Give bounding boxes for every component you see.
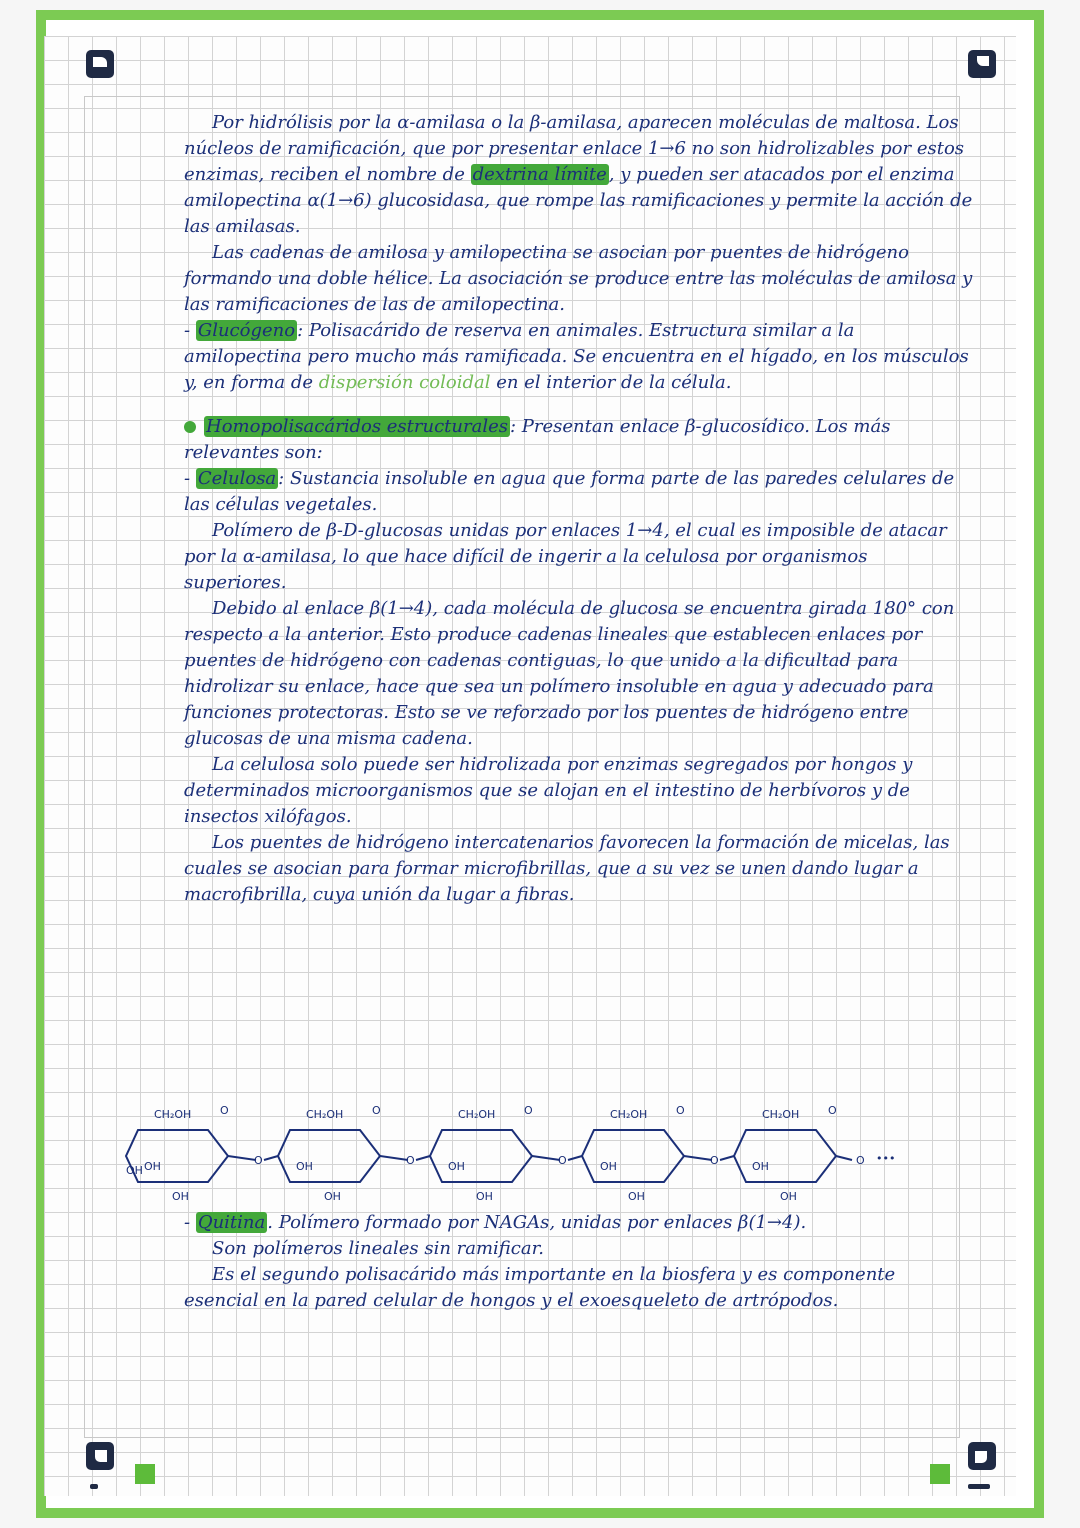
paragraph-double-helix: Las cadenas de amilosa y amilopectina se asocian por puentes de hidrógeno formando una doble hélice. La asociación se produce entre las moléculas de amilosa y las ramificaciones de las de amilopectina. [184,242,973,315]
oh-label: OH [600,1160,617,1173]
paragraph-hydrolysis: Por hidrólisis por la α-amilasa o la β-amilasa, aparecen moléculas de maltosa. Los núcleos de ramificación, que por presentar enlace 1→6 no son hidrolizables por estos enzimas, reciben el nombre de dextrina límite , y pueden ser atacados por el enzima amilopectina α(1→6) glucosidasa, que rompe las ramificaciones y permite la acción de las amilasas. [184,112,973,237]
bridge-oxygen-label: O [710,1154,719,1167]
corner-mark-bottom-right-icon [968,1442,996,1470]
glycosidic-bond [264,1156,278,1160]
bottom-right-dash [968,1484,990,1489]
ch2oh-label: CH₂OH [458,1108,496,1121]
bridge-oxygen-label: O [254,1154,263,1167]
ring-oxygen-label: O [220,1104,229,1117]
bottom-left-dash [90,1484,98,1489]
corner-mark-top-left-icon [86,50,114,78]
cellulose-chain-diagram [120,1100,960,1210]
glucose-ring [734,1130,836,1182]
ch2oh-label: CH₂OH [610,1108,648,1121]
quitina-section [184,1210,974,1314]
paragraph-celulosa-bond: Debido al enlace β(1→4), cada molécula de glucosa se encuentra girada 180° con respecto a la anterior. Esto produce cadenas lineales que establecen enlaces por puentes de hidrógeno con cadenas contiguas, lo que unido a la dificultad para hidrolizar su enlace, hace que sea un polímero insoluble en agua y adecuado para funciones protectoras. Esto se ve reforzado por los puentes de hidrógeno entre glucosas de una misma cadena. [184,598,955,749]
ring-oxygen-label: O [372,1104,381,1117]
ch2oh-label: CH₂OH [154,1108,192,1121]
highlight-quitina: Quitina [197,1212,266,1233]
ring-oxygen-label: O [828,1104,837,1117]
bridge-oxygen-label: O [856,1154,865,1167]
glucose-ring [582,1130,684,1182]
paragraph-celulosa: - Celulosa : Sustancia insoluble en agua que forma parte de las paredes celulares de las células vegetales. [184,468,955,515]
glycosidic-bond [228,1156,256,1160]
ring-oxygen-label: O [676,1104,685,1117]
oh-label: OH [476,1190,493,1203]
paragraph-quitina-importance: Es el segundo polisacárido más importante en la biosfera y es componente esencial en la pared celular de hongos y el exoesqueleto de artrópodos. [184,1264,896,1311]
ch2oh-label: CH₂OH [306,1108,344,1121]
chain-continuation-label: ••• [876,1152,896,1165]
glucose-ring [430,1130,532,1182]
oh-label: OH [628,1190,645,1203]
highlight-homopolisacaridos: Homopolisacáridos estructurales [206,416,508,437]
green-square-bottom-left [135,1464,155,1484]
glycosidic-bond [380,1156,408,1160]
highlight-dextrina-limite: dextrina límite [472,164,607,185]
glycosidic-bond [684,1156,712,1160]
glycosidic-bond [532,1156,560,1160]
ring-oxygen-label: O [524,1104,533,1117]
oh-label: OH [144,1160,161,1173]
bridge-oxygen-label: O [558,1154,567,1167]
paragraph-glucogeno: - Glucógeno : Polisacárido de reserva en animales. Estructura similar a la amilopectina pero mucho más ramificada. Se encuentra en el hígado, en los músculos y, en forma de dispersión coloidal en el interior de la célula. [184,320,969,393]
glycosidic-bond [416,1156,430,1160]
bullet-dot-icon [184,421,196,433]
highlight-celulosa: Celulosa [197,468,277,489]
ch2oh-label: CH₂OH [762,1108,800,1121]
glycosidic-bond [568,1156,582,1160]
oh-label: OH [448,1160,465,1173]
corner-mark-top-right-icon [968,50,996,78]
heading-homopolisacaridos: Homopolisacáridos estructurales : Presentan enlace β-glucosídico. Los más relevantes son: [184,416,891,463]
bridge-oxygen-label: O [406,1154,415,1167]
green-square-bottom-right [930,1464,950,1484]
glycosidic-bond [836,1156,852,1160]
handwritten-notes [184,110,974,908]
paragraph-quitina-linear: Son polímeros lineales sin ramificar. [212,1238,544,1259]
oh-label: OH [126,1164,143,1177]
glucose-ring [278,1130,380,1182]
oh-label: OH [296,1160,313,1173]
highlight-glucogeno: Glucógeno [197,320,296,341]
corner-mark-bottom-left-icon [86,1442,114,1470]
oh-label: OH [752,1160,769,1173]
paragraph-celulosa-enzymes: La celulosa solo puede ser hidrolizada por enzimas segregados por hongos y determinados microorganismos que se alojan en el intestino de herbívoros y de insectos xilófagos. [184,754,913,827]
green-text-dispersion: dispersión coloidal [318,372,491,393]
oh-label: OH [324,1190,341,1203]
glycosidic-bond [720,1156,734,1160]
paragraph-celulosa-polymer: Polímero de β-D-glucosas unidas por enlaces 1→4, el cual es imposible de atacar por la α-amilasa, lo que hace difícil de ingerir a la celulosa por organismos superiores. [184,520,947,593]
paragraph-celulosa-fibers: Los puentes de hidrógeno intercatenarios favorecen la formación de micelas, las cuales se asocian para formar microfibrillas, que a su vez se unen dando lugar a macrofibrilla, cuya unión da lugar a fibras. [184,832,950,905]
oh-label: OH [780,1190,797,1203]
paragraph-quitina: - Quitina . Polímero formado por NAGAs, unidas por enlaces β(1→4). [184,1212,807,1233]
oh-label: OH [172,1190,189,1203]
